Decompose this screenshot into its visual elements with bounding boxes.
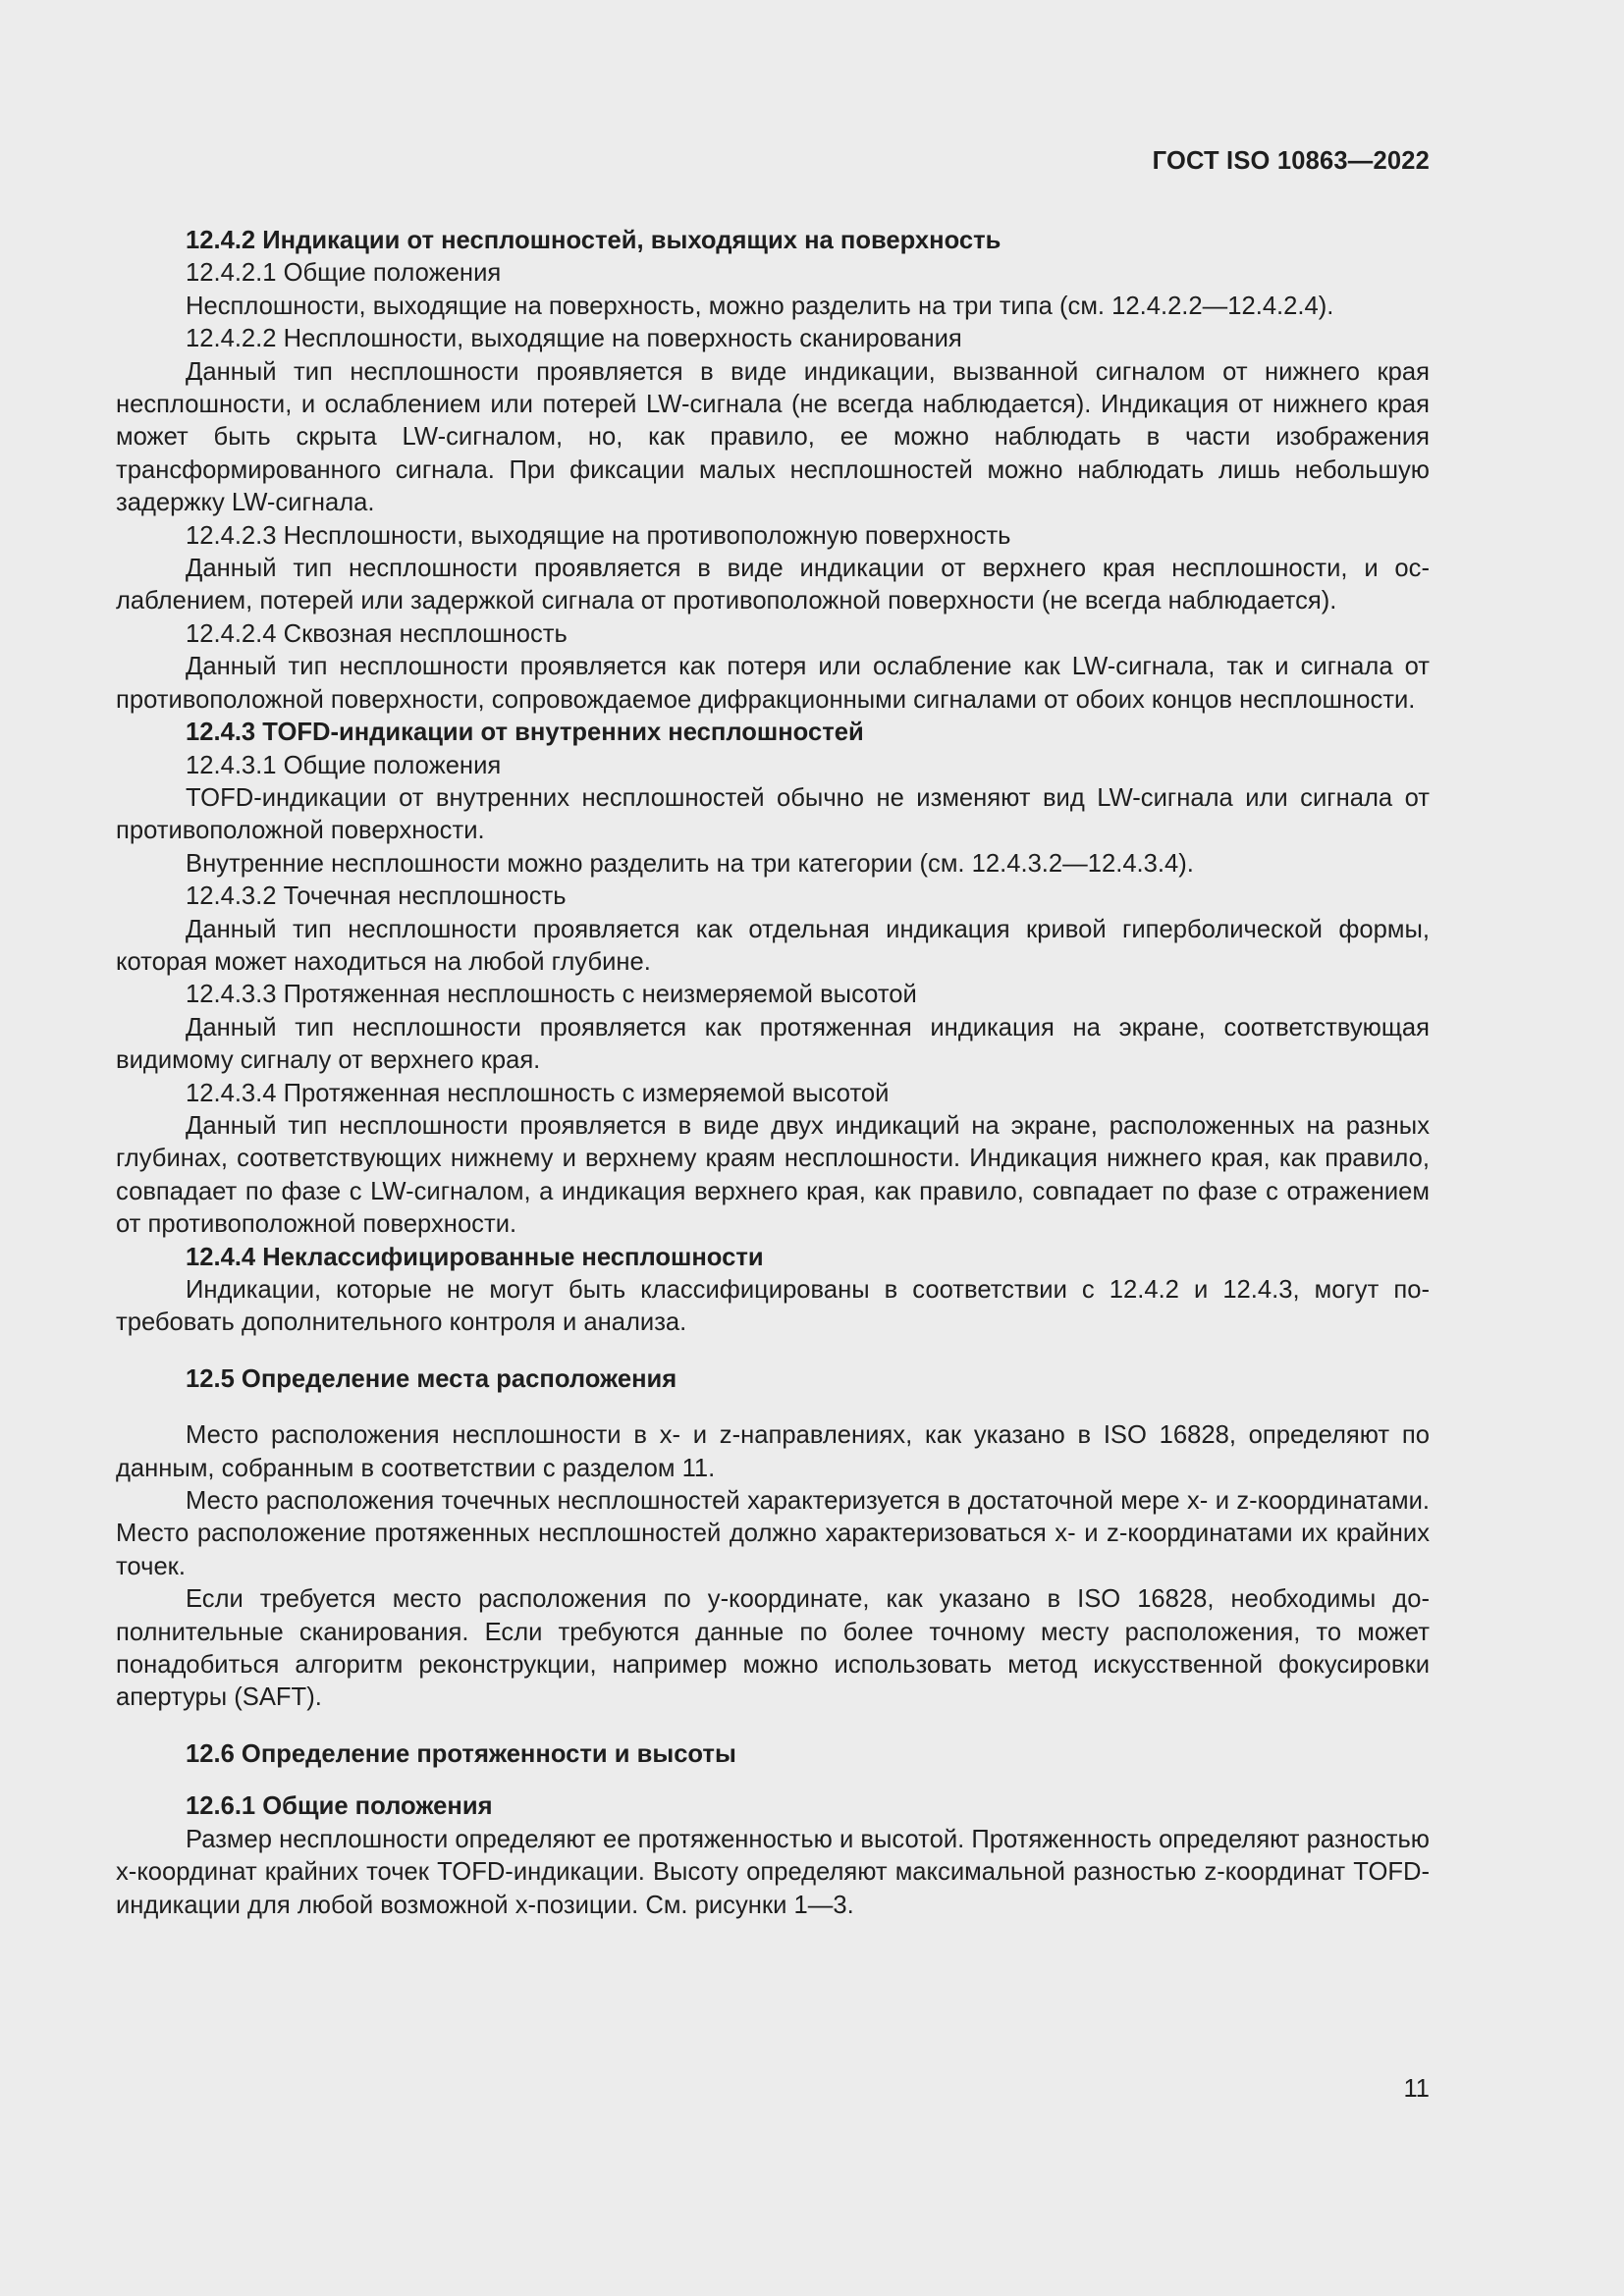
subsection-heading: 12.4.3.4 Протяженная несплошность с измеряемой высотой	[186, 1079, 890, 1107]
subsection-heading: 12.4.2.3 Несплошности, выходящие на противоположную поверхность	[186, 521, 1011, 550]
subsection-heading: 12.4.3.2 Точечная несплошность	[186, 882, 567, 911]
subsection-heading: 12.4.3.3 Протяженная несплошность с неизмеряемой высотой	[186, 981, 917, 1009]
body-paragraph: Данный тип несплошности проявляется как отдельная индикация кривой гиперболической формы, которая может находиться на любой глубине.	[116, 915, 1430, 976]
section-heading: 12.4.3 TOFD-индикации от внутренних несплошностей	[186, 719, 864, 747]
document-body	[116, 225, 1430, 1922]
body-paragraph: Индикации, которые не могут быть классифицированы в соответствии с 12.4.2 и 12.4.3, могут потребовать дополнительного контроля и анализа.	[116, 1276, 1430, 1337]
body-paragraph: Внутренние несплошности можно разделить на три категории (см. 12.4.3.2—12.4.3.4).	[186, 849, 1194, 878]
section-heading: 12.4.4 Неклассифицированные несплошности	[186, 1243, 764, 1271]
body-paragraph: Место расположения точечных несплошностей характеризуется в достаточной мере x- и z-координатами. Место расположение протяженных несплошностей должно характеризоваться x- и z-координатами их крайних точек.	[116, 1487, 1430, 1580]
body-paragraph: Несплошности, выходящие на поверхность, можно разделить на три типа (см. 12.4.2.2—12.4.2.4).	[186, 292, 1334, 320]
body-paragraph: Данный тип несплошности проявляется в виде индикации, вызванной сигналом от нижнего края несплошности, и ослаблением или потерей LW-сигнала (не всегда наблюдается). Индикация от нижнего края может быть скрыта LW-сигналом, но, как правило, ее можно наблюдать в части изображения трансформированного сигнала. При фиксации малых несплошностей можно наблюдать лишь небольшую задержку LW-сигнала.	[116, 357, 1430, 517]
document-header: ГОСТ ISO 10863—2022	[1152, 147, 1430, 175]
body-paragraph: Место расположения несплошности в x- и z-направлениях, как указано в ISO 16828, определяют по данным, собранным в соответствии с разделом 11.	[116, 1421, 1430, 1482]
section-heading: 12.5 Определение места расположения	[186, 1364, 677, 1393]
page-number: 11	[1403, 2075, 1430, 2103]
subsection-heading: 12.4.2.4 Сквозная несплошность	[186, 619, 568, 648]
body-paragraph: Данный тип несплошности проявляется в виде двух индикаций на экране, расположенных на разных глубинах, соответствующих нижнему и верхнему краям несплошности. Индикация нижнего края, как правило, совпадает по фазе с LW-сигналом, а индикация верхнего края, как правило, совпадает по фазе с отражением от противоположной поверхности.	[116, 1111, 1430, 1239]
body-paragraph: TOFD-индикации от внутренних несплошностей обычно не изменяют вид LW-сигнала или сигнала от противоположной поверхности.	[116, 783, 1430, 845]
section-heading: 12.4.2 Индикации от несплошностей, выходящих на поверхность	[186, 227, 1001, 254]
body-paragraph: Размер несплошности определяют ее протяженностью и высотой. Протяженность определяют разностью x-координат крайних точек TOFD-индикации. Высоту определяют максимальной разностью z-координат TOFD-индикации для любой возможной x-позиции. См. рисунки 1—3.	[116, 1825, 1430, 1919]
body-paragraph: Данный тип несплошности проявляется как потеря или ослабление как LW-сигнала, так и сигнала от противоположной поверхности, сопровождаемое дифракционными сигналами от обоих концов несплошности.	[116, 653, 1430, 714]
body-paragraph: Данный тип несплошности проявляется как протяженная индикация на экране, соответствующая видимому сигналу от верхнего края.	[116, 1013, 1430, 1075]
body-paragraph: Данный тип несплошности проявляется в виде индикации от верхнего края несплошности, и ослаблением, потерей или задержкой сигнала от противоположной поверхности (не всегда наблюдается).	[116, 555, 1430, 615]
body-paragraph: Если требуется место расположения по y-координате, как указано в ISO 16828, необходимы дополнительные сканирования. Если требуются данные по более точному месту расположения, то может понадобиться алгоритм реконструкции, например можно использовать метод искусственной фокусировки апертуры (SAFT).	[116, 1585, 1430, 1712]
subsection-heading: 12.4.3.1 Общие положения	[186, 751, 502, 779]
subsection-heading: 12.4.2.2 Несплошности, выходящие на поверхность сканирования	[186, 325, 962, 353]
section-heading: 12.6.1 Общие положения	[186, 1792, 493, 1821]
section-heading: 12.6 Определение протяженности и высоты	[186, 1739, 736, 1768]
subsection-heading: 12.4.2.1 Общие положения	[186, 259, 502, 288]
